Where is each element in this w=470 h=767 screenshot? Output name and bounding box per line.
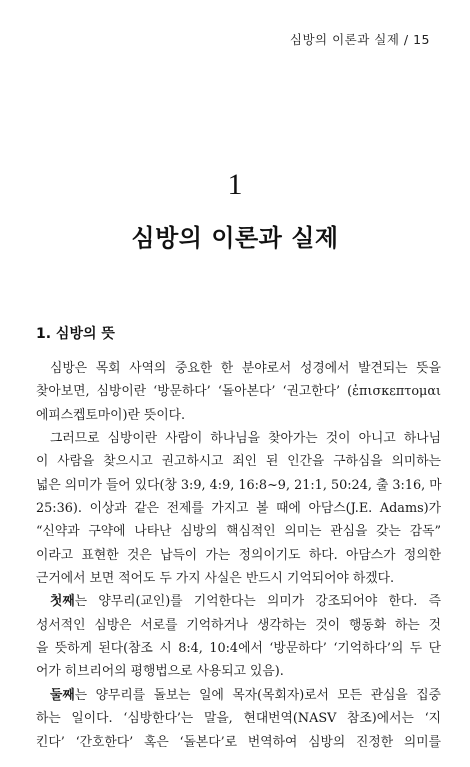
text-line: 넓은 의미가 들어 있다(창 3:9, 4:9, 16:8~9, 21:1, 50:24, 출 3:16, 마 (36, 477, 442, 493)
paragraph-lead: 첫째 (50, 594, 75, 610)
text-line: 성서적인 심방은 서로를 기억하거나 생각하는 것이 행동화 하는 것 (36, 617, 441, 633)
chapter-number: 1 (227, 168, 243, 201)
text-line: 킨다’ ‘간호한다’ 혹은 ‘돌본다’로 번역하여 심방의 진정한 의미를 (36, 734, 441, 750)
running-head: 심방의 이론과 실제 / 15 (289, 32, 430, 47)
text-line-rest: 는 양무리(교인)를 기억한다는 의미가 강조되어야 한다. 즉 (74, 594, 441, 610)
text-line: 을 뜻하게 된다(참조 시 8:4, 10:4에서 ‘방문하다’ ‘기억하다’의 두 단 (36, 641, 441, 657)
text-line: 근거에서 보면 적어도 두 가지 사실은 반드시 기억되어야 하겠다. (36, 571, 395, 587)
paragraph-lead: 둘째 (50, 687, 75, 703)
section-heading: 1. 심방의 뜻 (36, 326, 115, 342)
chapter-title: 심방의 이론과 실제 (131, 224, 339, 252)
text-line: 이라고 표현한 것은 납득이 가는 정의이기도 하다. 아담스가 정의한 (36, 547, 441, 563)
body-text (36, 357, 441, 754)
text-line (36, 590, 441, 613)
text-line: 이 사람을 찾으시고 권고하시고 죄인 된 인간을 구하심을 의미하는 (36, 454, 441, 470)
text-line: 찾아보면, 심방이란 ‘방문하다’ ‘돌아본다’ ‘권고한다’ (ἐπισκεπτομαι (36, 384, 441, 400)
text-line: 하는 일이다. ‘심방한다’는 말을, 현대번역(NASV 참조)에서는 ‘지 (36, 711, 441, 727)
text-line: 25:36). 이상과 같은 전제를 가지고 볼 때에 아담스(J.E. Adams)가 (36, 501, 441, 517)
text-line-rest: 는 양무리를 돌보는 일에 목자(목회자)로서 모든 관심을 집중 (74, 687, 441, 703)
text-line: 에피스켑토마이)란 뜻이다. (36, 407, 186, 423)
text-line: 심방은 목회 사역의 중요한 한 분야로서 성경에서 발견되는 뜻을 (50, 361, 441, 376)
text-line: 그러므로 심방이란 사람이 하나님을 찾아가는 것이 아니고 하나님 (50, 431, 441, 447)
text-line (36, 684, 441, 707)
text-line: “신약과 구약에 나타난 심방의 핵심적인 의미는 관심을 갖는 감독” (36, 524, 441, 540)
text-line: 어가 히브리어의 평행법으로 사용되고 있음). (36, 664, 284, 680)
